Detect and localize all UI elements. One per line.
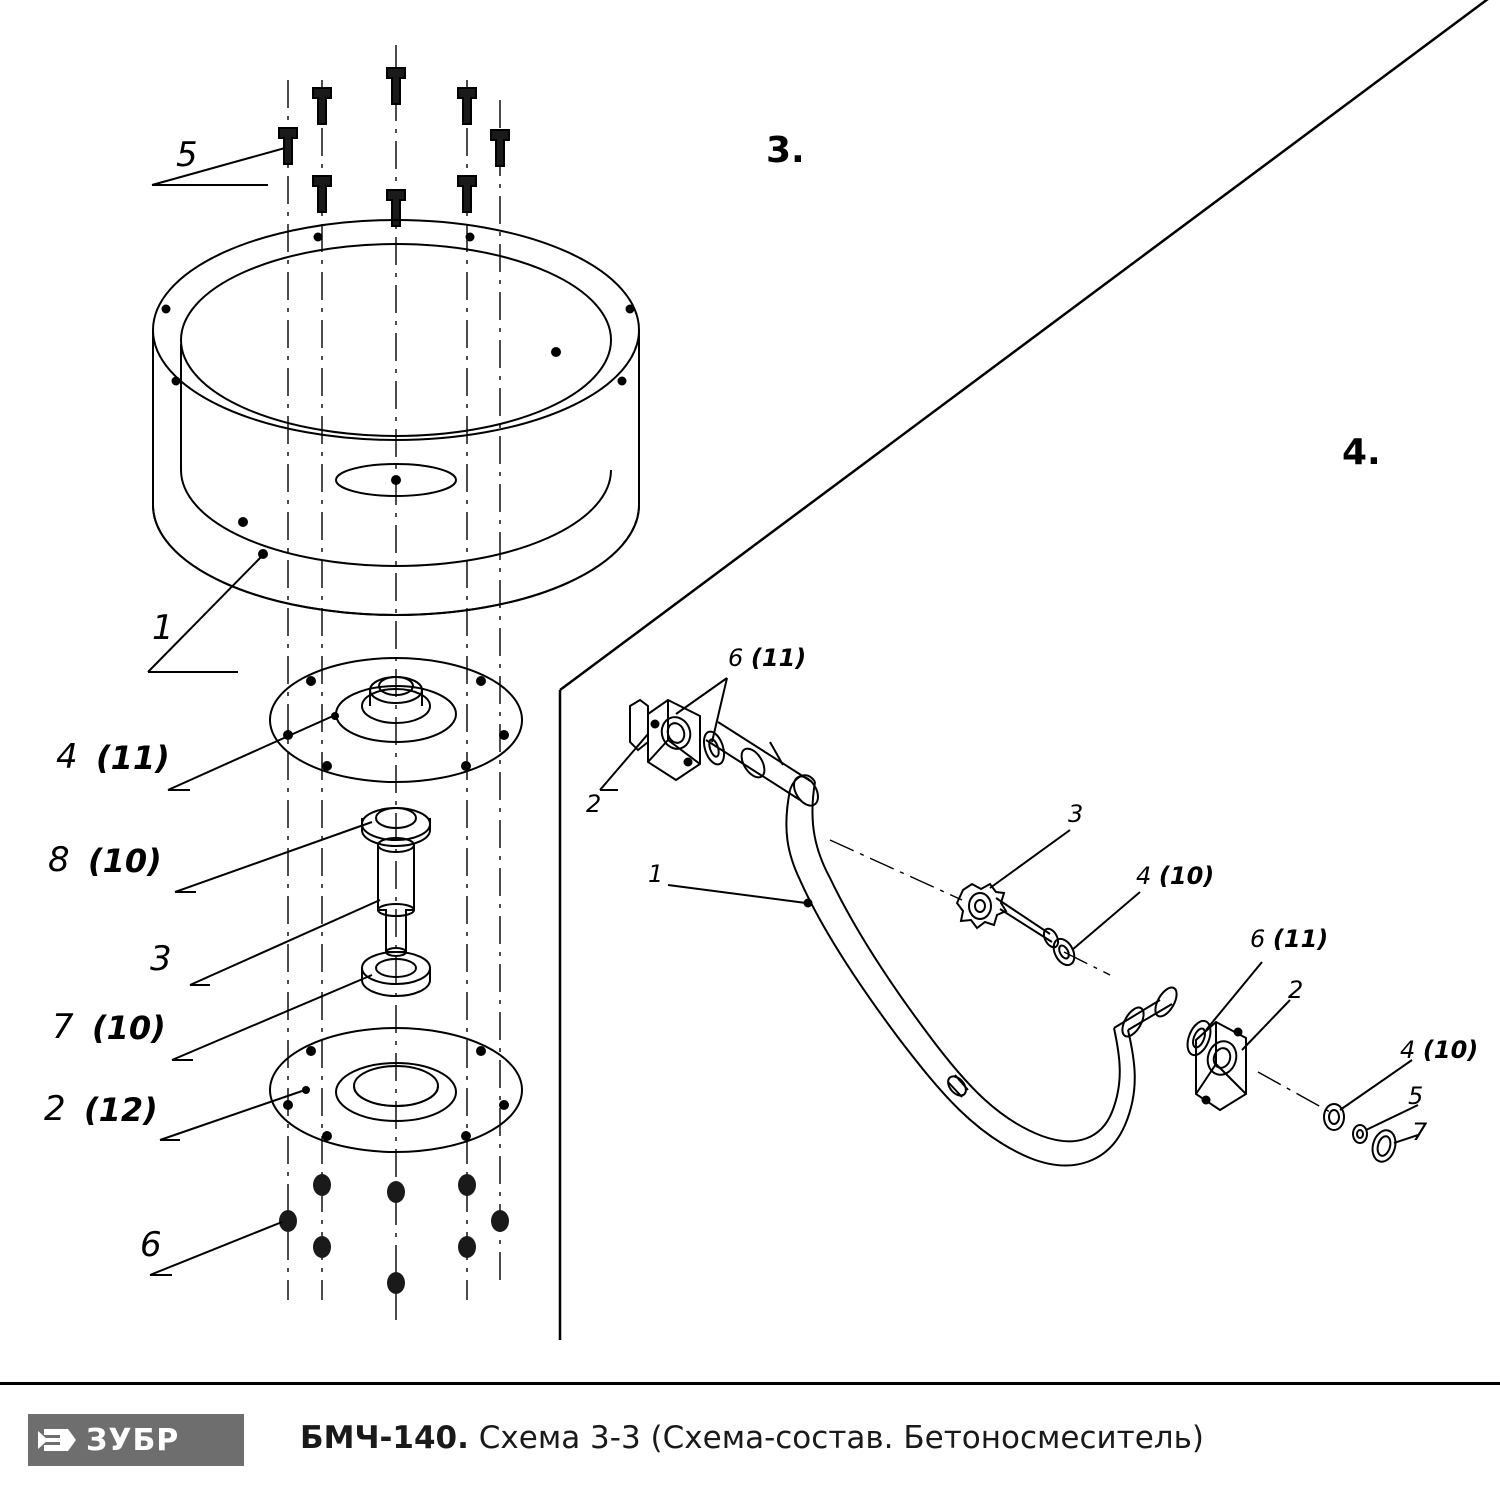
- callout-r-6a-qty: (11): [750, 644, 807, 672]
- callout-r-6b-qty: (11): [1272, 925, 1329, 953]
- callout-r-5-label: 5: [1408, 1082, 1424, 1110]
- callout-2-qty: (12): [84, 1091, 158, 1129]
- sheet-caption: [300, 1420, 1204, 1456]
- footer-divider: [0, 1382, 1500, 1385]
- brand-logo: [28, 1414, 244, 1466]
- footer: [0, 1382, 1500, 1500]
- section-label-4: 4.: [1342, 432, 1381, 473]
- bolts-top: [279, 68, 509, 226]
- nuts-bottom: [279, 1174, 509, 1294]
- fasteners-right: [1258, 1072, 1399, 1164]
- leader-lines: [148, 148, 380, 1275]
- left-bracket: [630, 700, 700, 780]
- callout-1-label: 1: [152, 608, 174, 648]
- callout-r-4a-num: 4: [1136, 862, 1152, 890]
- shaft-assembly: [600, 678, 1418, 1165]
- section-label-3: 3.: [766, 130, 805, 171]
- right-bracket: [1183, 1018, 1246, 1110]
- callout-8-label: 8: [48, 840, 70, 880]
- callout-r-4a-qty: (10): [1158, 862, 1215, 890]
- section-divider: [560, 0, 1500, 1340]
- bent-tube: [706, 722, 1181, 1165]
- callout-r-4b-label: [1400, 1036, 1478, 1064]
- callout-r-6b-label: [1250, 925, 1328, 953]
- callout-7-label: 7: [52, 1007, 74, 1047]
- zubr-arrow-icon: [38, 1423, 78, 1457]
- callout-r-4b-num: 4: [1400, 1036, 1416, 1064]
- callout-2-label: 2: [44, 1089, 66, 1129]
- caption-text: Схема 3-3 (Схема-состав. Бетоносмеситель): [478, 1420, 1204, 1456]
- callout-8-qty: (10): [88, 842, 162, 880]
- callout-5-label: 5: [176, 135, 198, 175]
- callout-4-label: 4: [56, 737, 78, 777]
- callout-r-1-label: 1: [648, 860, 664, 888]
- callout-r-2b-label: 2: [1288, 976, 1304, 1004]
- callout-r-3-label: 3: [1068, 800, 1084, 828]
- brand-name: ЗУБР: [86, 1422, 180, 1458]
- callout-3-label: 3: [150, 939, 172, 979]
- callout-r-6a-label: [728, 644, 806, 672]
- callout-4-qty: (11): [96, 739, 170, 777]
- drum-assembly: [148, 45, 639, 1320]
- callout-7-qty: (10): [92, 1009, 166, 1047]
- callout-r-6b-num: 6: [1250, 925, 1266, 953]
- callout-6-label: 6: [140, 1225, 162, 1265]
- callout-r-4b-qty: (10): [1422, 1036, 1479, 1064]
- callout-r-7-label: 7: [1412, 1118, 1428, 1146]
- callout-r-4a-label: [1136, 862, 1214, 890]
- model-name: БМЧ-140.: [300, 1420, 469, 1456]
- callout-r-6a-num: 6: [728, 644, 744, 672]
- callout-r-2a-label: 2: [586, 790, 602, 818]
